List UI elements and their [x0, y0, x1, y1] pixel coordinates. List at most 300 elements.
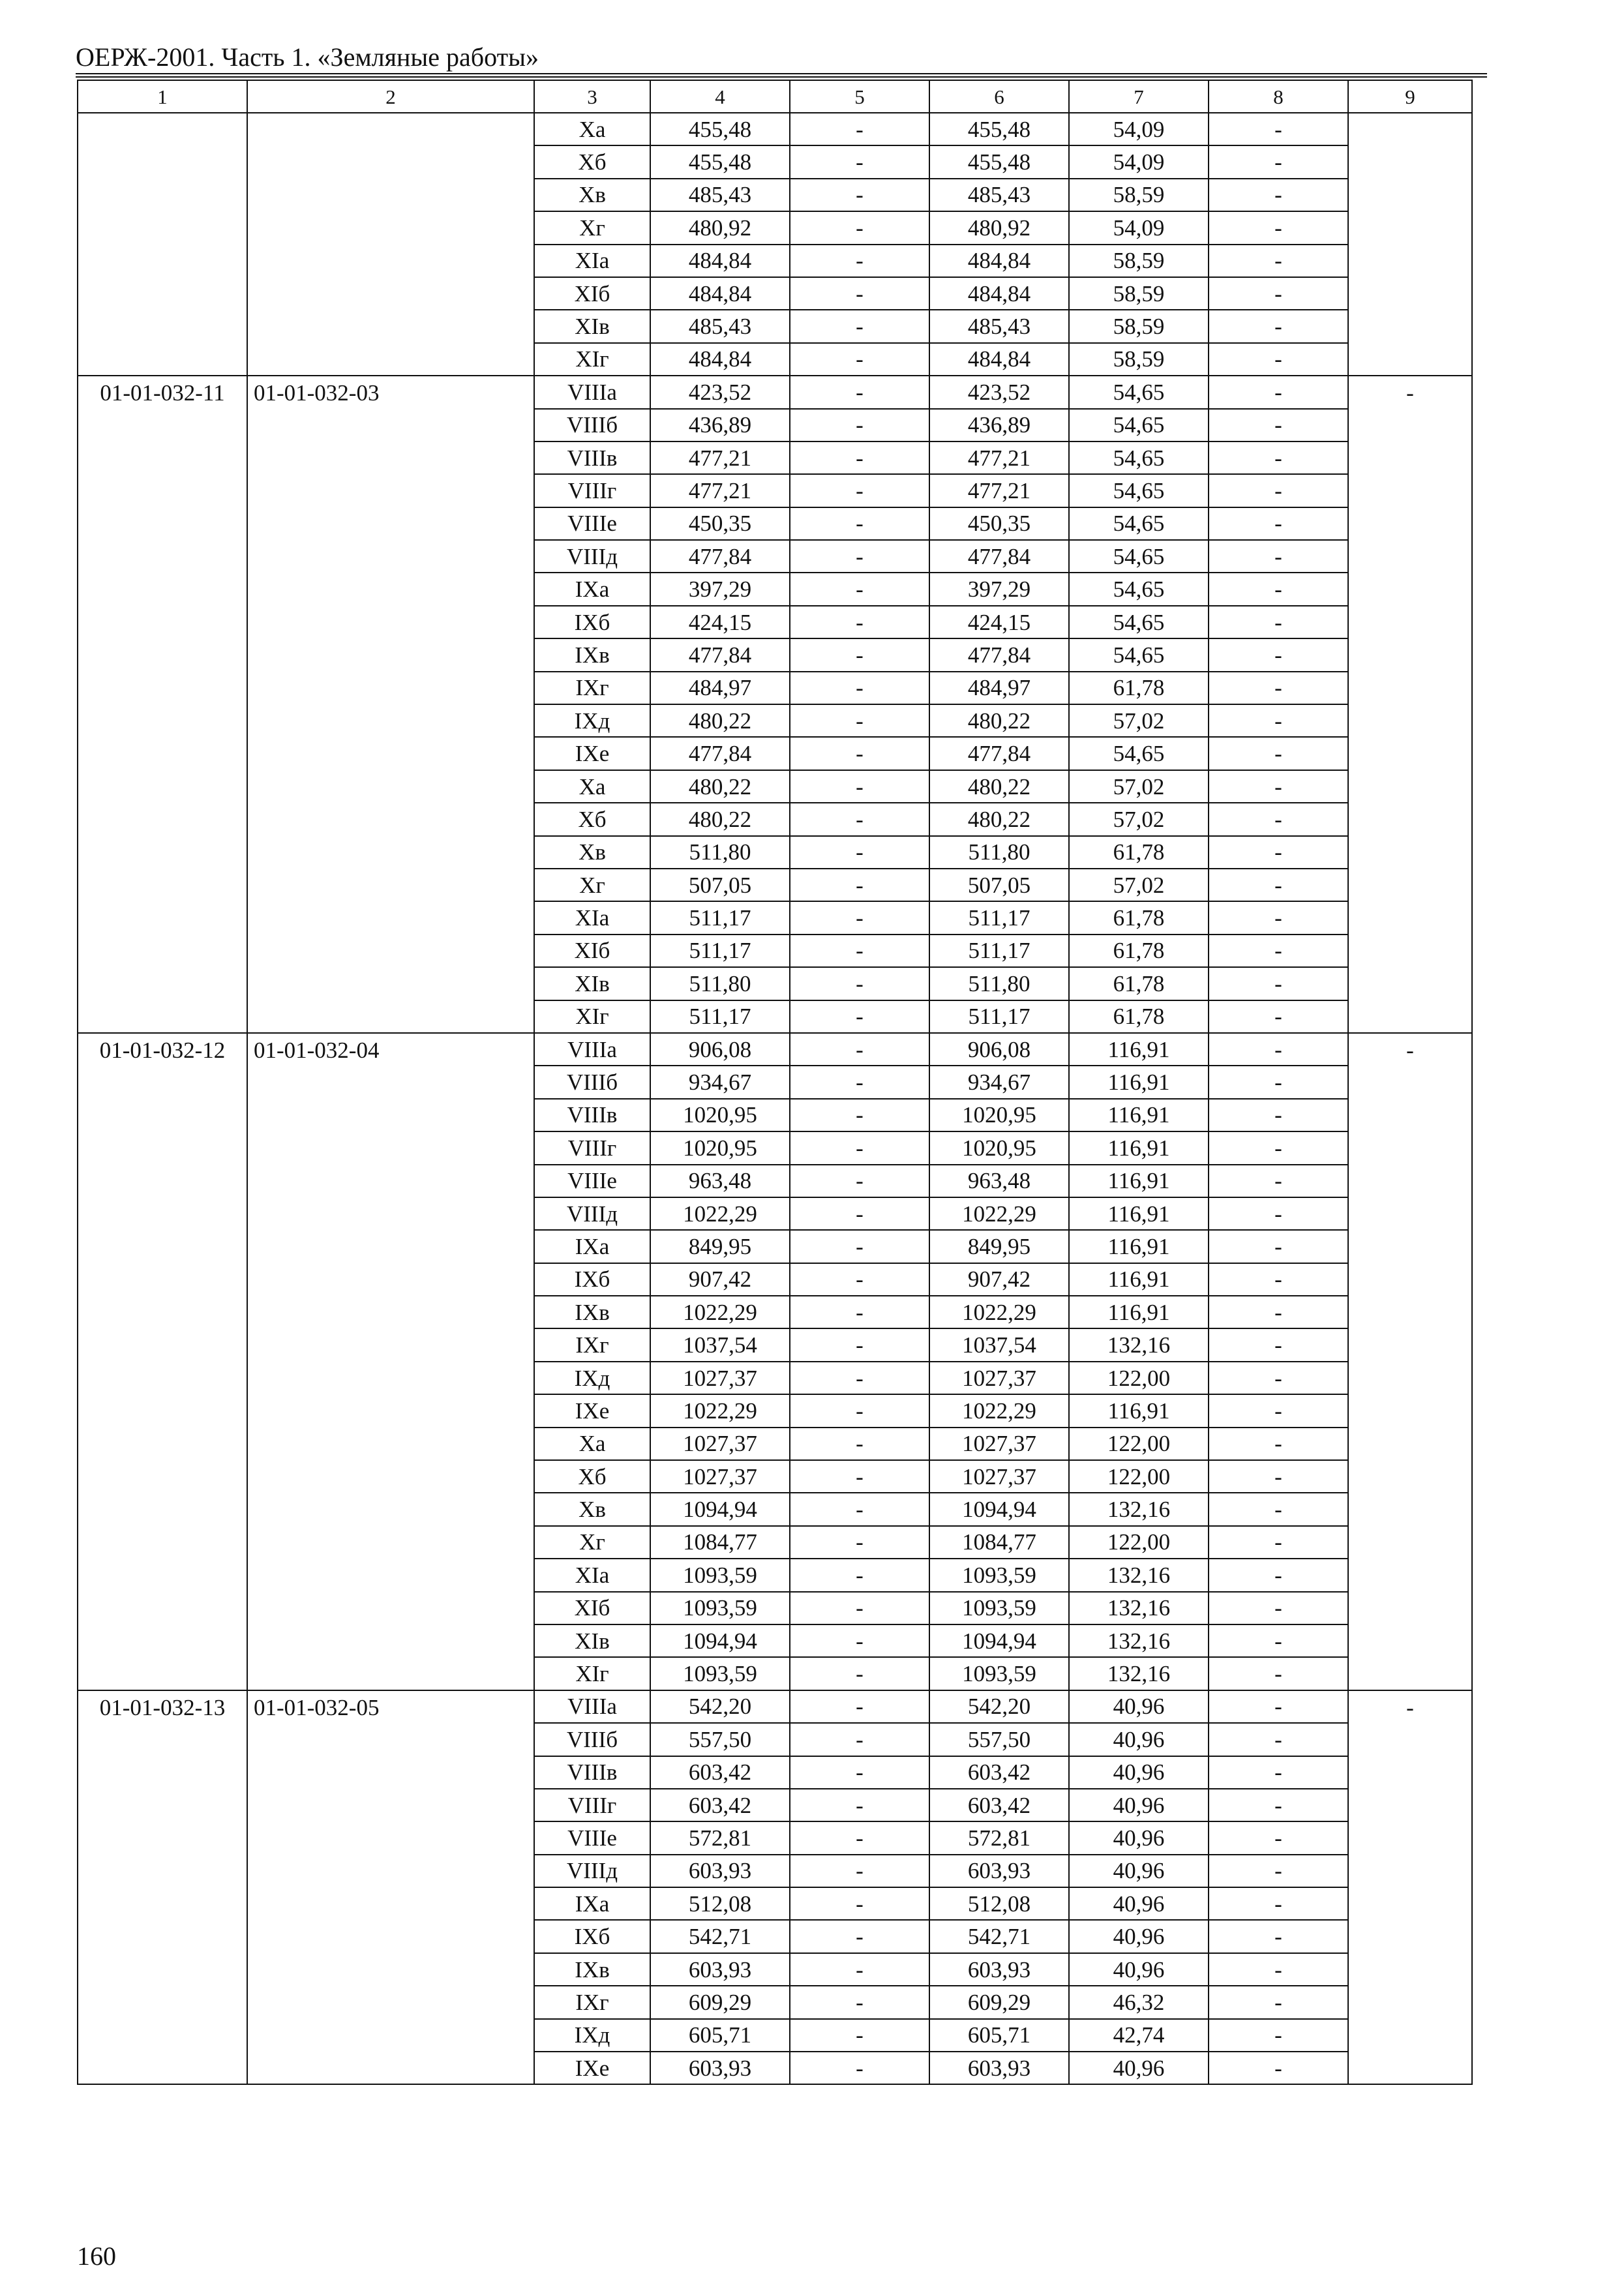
table-cell-col6: 450,35 — [929, 507, 1069, 540]
table-cell-col5: - — [790, 1328, 929, 1361]
rate-code-cell: 01-01-032-13 — [78, 1690, 247, 2085]
table-cell-col5: - — [790, 1953, 929, 1986]
table-cell-col6: 511,17 — [929, 1000, 1069, 1033]
table-cell-col4: 1027,37 — [650, 1460, 790, 1493]
table-cell-col7: 57,02 — [1069, 869, 1209, 901]
table-cell-col7: 58,59 — [1069, 343, 1209, 376]
table-cell-col7: 61,78 — [1069, 672, 1209, 704]
table-cell-col8: - — [1209, 1756, 1348, 1789]
table-cell-col7: 58,59 — [1069, 277, 1209, 310]
base-code-cell: 01-01-032-05 — [247, 1690, 534, 2085]
table-cell-col5: - — [790, 441, 929, 474]
table-cell-col5: - — [790, 1000, 929, 1033]
table-cell-col8: - — [1209, 343, 1348, 376]
table-cell-col8: - — [1209, 1296, 1348, 1328]
table-cell-col4: 485,43 — [650, 179, 790, 211]
table-cell-col5: - — [790, 474, 929, 507]
table-cell-subclass: VIIIа — [534, 1033, 650, 1066]
base-code-cell — [247, 113, 534, 376]
table-cell-subclass: VIIIд — [534, 540, 650, 573]
table-cell-col9: - — [1348, 1690, 1472, 2085]
table-cell-col6: 477,84 — [929, 737, 1069, 770]
table-cell-col5: - — [790, 1920, 929, 1952]
table-cell-subclass: XIа — [534, 901, 650, 934]
table-cell-subclass: XIб — [534, 935, 650, 967]
table-cell-col6: 603,93 — [929, 1953, 1069, 1986]
table-cell-col8: - — [1209, 704, 1348, 737]
table-cell-col8: - — [1209, 1230, 1348, 1263]
table-cell-col4: 963,48 — [650, 1165, 790, 1197]
table-cell-col6: 1022,29 — [929, 1197, 1069, 1230]
table-cell-col7: 61,78 — [1069, 836, 1209, 869]
rates-table-body — [78, 80, 1472, 2084]
table-cell-col8: - — [1209, 901, 1348, 934]
table-cell-col6: 1094,94 — [929, 1493, 1069, 1525]
table-cell-col5: - — [790, 1033, 929, 1066]
column-number: 7 — [1069, 80, 1209, 113]
table-cell-col5: - — [790, 1821, 929, 1854]
table-cell-col8: - — [1209, 836, 1348, 869]
table-cell-col6: 436,89 — [929, 409, 1069, 441]
table-cell-col8: - — [1209, 1428, 1348, 1460]
table-cell-col7: 54,65 — [1069, 474, 1209, 507]
table-cell-col5: - — [790, 1789, 929, 1821]
table-cell-col7: 57,02 — [1069, 770, 1209, 803]
table-cell-col5: - — [790, 1986, 929, 2018]
table-cell-col5: - — [790, 935, 929, 967]
table-cell-col8: - — [1209, 1362, 1348, 1394]
table-cell-col4: 542,71 — [650, 1920, 790, 1952]
table-row — [78, 113, 1472, 145]
table-cell-col6: 934,67 — [929, 1066, 1069, 1098]
table-cell-col6: 485,43 — [929, 310, 1069, 342]
table-cell-col4: 572,81 — [650, 1821, 790, 1854]
table-cell-col4: 450,35 — [650, 507, 790, 540]
table-cell-col5: - — [790, 1230, 929, 1263]
table-cell-col7: 58,59 — [1069, 179, 1209, 211]
table-cell-col6: 557,50 — [929, 1723, 1069, 1756]
table-cell-col6: 542,71 — [929, 1920, 1069, 1952]
table-cell-col5: - — [790, 573, 929, 605]
table-cell-col5: - — [790, 179, 929, 211]
rate-code-cell: 01-01-032-12 — [78, 1033, 247, 1690]
table-cell-col6: 603,42 — [929, 1756, 1069, 1789]
table-cell-col7: 57,02 — [1069, 704, 1209, 737]
page-number: 160 — [77, 2241, 116, 2271]
table-cell-col7: 116,91 — [1069, 1394, 1209, 1427]
table-cell-col4: 484,84 — [650, 343, 790, 376]
table-cell-subclass: Xа — [534, 113, 650, 145]
table-cell-subclass: IXв — [534, 1296, 650, 1328]
table-cell-col4: 849,95 — [650, 1230, 790, 1263]
table-cell-col5: - — [790, 376, 929, 408]
table-cell-col8: - — [1209, 967, 1348, 1000]
table-cell-col5: - — [790, 277, 929, 310]
table-cell-col8: - — [1209, 1493, 1348, 1525]
table-cell-col9 — [1348, 113, 1472, 376]
table-cell-col8: - — [1209, 1789, 1348, 1821]
table-cell-col4: 603,93 — [650, 2052, 790, 2084]
table-cell-col6: 609,29 — [929, 1986, 1069, 2018]
table-cell-col8: - — [1209, 474, 1348, 507]
table-cell-subclass: IXе — [534, 1394, 650, 1427]
table-cell-col4: 477,84 — [650, 540, 790, 573]
table-cell-col4: 511,17 — [650, 935, 790, 967]
table-cell-col5: - — [790, 1493, 929, 1525]
table-cell-col8: - — [1209, 672, 1348, 704]
table-cell-col8: - — [1209, 211, 1348, 244]
table-cell-col6: 1022,29 — [929, 1296, 1069, 1328]
table-cell-col8: - — [1209, 376, 1348, 408]
table-cell-col6: 603,93 — [929, 2052, 1069, 2084]
table-cell-col8: - — [1209, 638, 1348, 671]
table-cell-col6: 511,17 — [929, 935, 1069, 967]
table-cell-col7: 54,09 — [1069, 145, 1209, 178]
table-cell-col6: 507,05 — [929, 869, 1069, 901]
table-cell-col4: 512,08 — [650, 1887, 790, 1920]
table-cell-col6: 1020,95 — [929, 1131, 1069, 1164]
table-cell-col6: 1084,77 — [929, 1526, 1069, 1559]
table-cell-col4: 603,42 — [650, 1789, 790, 1821]
table-cell-subclass: VIIIг — [534, 1789, 650, 1821]
table-cell-col7: 122,00 — [1069, 1526, 1209, 1559]
table-cell-col6: 485,43 — [929, 179, 1069, 211]
table-cell-col5: - — [790, 1855, 929, 1887]
table-cell-col6: 907,42 — [929, 1263, 1069, 1296]
table-cell-col7: 54,65 — [1069, 441, 1209, 474]
table-cell-col4: 484,84 — [650, 277, 790, 310]
table-cell-col7: 54,09 — [1069, 113, 1209, 145]
table-cell-col5: - — [790, 1690, 929, 1723]
table-cell-col8: - — [1209, 573, 1348, 605]
table-cell-subclass: VIIIг — [534, 1131, 650, 1164]
table-cell-subclass: VIIIе — [534, 507, 650, 540]
table-cell-col7: 42,74 — [1069, 2019, 1209, 2052]
table-cell-col5: - — [790, 1624, 929, 1657]
table-cell-subclass: VIIIг — [534, 474, 650, 507]
table-cell-col6: 484,84 — [929, 245, 1069, 277]
column-number: 4 — [650, 80, 790, 113]
table-cell-col6: 484,84 — [929, 343, 1069, 376]
table-cell-col7: 54,65 — [1069, 409, 1209, 441]
table-cell-col4: 1022,29 — [650, 1394, 790, 1427]
table-cell-col7: 40,96 — [1069, 1723, 1209, 1756]
table-cell-col7: 132,16 — [1069, 1493, 1209, 1525]
table-cell-col8: - — [1209, 1821, 1348, 1854]
table-cell-col4: 511,17 — [650, 901, 790, 934]
table-cell-col6: 455,48 — [929, 145, 1069, 178]
table-cell-col4: 1093,59 — [650, 1559, 790, 1591]
table-cell-col4: 477,21 — [650, 474, 790, 507]
table-cell-col6: 512,08 — [929, 1887, 1069, 1920]
table-cell-col7: 40,96 — [1069, 1789, 1209, 1821]
table-cell-col5: - — [790, 672, 929, 704]
table-cell-col6: 484,97 — [929, 672, 1069, 704]
column-number: 2 — [247, 80, 534, 113]
table-cell-col8: - — [1209, 1657, 1348, 1690]
table-cell-col9: - — [1348, 1033, 1472, 1690]
table-cell-col8: - — [1209, 409, 1348, 441]
table-cell-col8: - — [1209, 1855, 1348, 1887]
table-cell-col6: 963,48 — [929, 1165, 1069, 1197]
table-cell-col5: - — [790, 1263, 929, 1296]
table-cell-col4: 1037,54 — [650, 1328, 790, 1361]
table-cell-col6: 1093,59 — [929, 1559, 1069, 1591]
table-cell-subclass: IXв — [534, 638, 650, 671]
table-cell-col6: 1093,59 — [929, 1657, 1069, 1690]
table-cell-col8: - — [1209, 179, 1348, 211]
table-cell-subclass: VIIIд — [534, 1197, 650, 1230]
table-cell-subclass: Xв — [534, 179, 650, 211]
table-cell-col4: 609,29 — [650, 1986, 790, 2018]
table-cell-col7: 40,96 — [1069, 1756, 1209, 1789]
table-cell-col6: 1093,59 — [929, 1592, 1069, 1624]
table-cell-col8: - — [1209, 935, 1348, 967]
table-cell-col8: - — [1209, 1526, 1348, 1559]
table-cell-col8: - — [1209, 113, 1348, 145]
column-number: 9 — [1348, 80, 1472, 113]
rates-table — [77, 80, 1473, 2085]
table-cell-subclass: IXе — [534, 737, 650, 770]
table-cell-col6: 477,84 — [929, 638, 1069, 671]
table-cell-subclass: IXд — [534, 704, 650, 737]
table-cell-col4: 934,67 — [650, 1066, 790, 1098]
table-cell-col8: - — [1209, 1263, 1348, 1296]
table-cell-subclass: VIIIд — [534, 1855, 650, 1887]
table-cell-col4: 480,22 — [650, 770, 790, 803]
table-cell-col7: 116,91 — [1069, 1197, 1209, 1230]
table-cell-col5: - — [790, 245, 929, 277]
table-cell-subclass: Xб — [534, 803, 650, 835]
table-cell-col5: - — [790, 1197, 929, 1230]
table-cell-col8: - — [1209, 1986, 1348, 2018]
table-row — [78, 1033, 1472, 1066]
table-cell-col5: - — [790, 836, 929, 869]
table-cell-col8: - — [1209, 1723, 1348, 1756]
table-cell-col5: - — [790, 1756, 929, 1789]
table-cell-col5: - — [790, 409, 929, 441]
table-cell-col5: - — [790, 1887, 929, 1920]
table-cell-col5: - — [790, 1526, 929, 1559]
table-cell-subclass: IXб — [534, 1263, 650, 1296]
table-cell-subclass: XIв — [534, 967, 650, 1000]
table-cell-col7: 40,96 — [1069, 1855, 1209, 1887]
table-cell-col6: 605,71 — [929, 2019, 1069, 2052]
rate-code-cell: 01-01-032-11 — [78, 376, 247, 1033]
table-cell-col8: - — [1209, 1887, 1348, 1920]
table-cell-col7: 40,96 — [1069, 2052, 1209, 2084]
table-cell-subclass: XIг — [534, 343, 650, 376]
table-cell-col7: 54,65 — [1069, 507, 1209, 540]
table-cell-col4: 907,42 — [650, 1263, 790, 1296]
table-cell-col8: - — [1209, 1165, 1348, 1197]
table-cell-col5: - — [790, 507, 929, 540]
table-cell-subclass: VIIIб — [534, 1066, 650, 1098]
column-number: 5 — [790, 80, 929, 113]
table-cell-col6: 484,84 — [929, 277, 1069, 310]
table-cell-col6: 397,29 — [929, 573, 1069, 605]
table-cell-subclass: XIа — [534, 245, 650, 277]
table-cell-col8: - — [1209, 803, 1348, 835]
table-cell-col7: 40,96 — [1069, 1821, 1209, 1854]
table-cell-col4: 603,42 — [650, 1756, 790, 1789]
table-cell-subclass: IXа — [534, 573, 650, 605]
table-cell-subclass: XIб — [534, 1592, 650, 1624]
table-cell-col5: - — [790, 211, 929, 244]
table-cell-subclass: XIа — [534, 1559, 650, 1591]
table-cell-col5: - — [790, 113, 929, 145]
table-cell-col7: 122,00 — [1069, 1428, 1209, 1460]
table-cell-col4: 1093,59 — [650, 1592, 790, 1624]
table-cell-col7: 61,78 — [1069, 967, 1209, 1000]
column-number: 8 — [1209, 80, 1348, 113]
table-cell-col5: - — [790, 901, 929, 934]
table-cell-col7: 58,59 — [1069, 310, 1209, 342]
table-cell-col5: - — [790, 1066, 929, 1098]
table-cell-col5: - — [790, 1657, 929, 1690]
table-cell-col7: 116,91 — [1069, 1165, 1209, 1197]
table-cell-col8: - — [1209, 2052, 1348, 2084]
table-cell-col8: - — [1209, 145, 1348, 178]
table-cell-col6: 477,21 — [929, 474, 1069, 507]
table-cell-subclass: VIIIе — [534, 1165, 650, 1197]
table-cell-col7: 132,16 — [1069, 1559, 1209, 1591]
table-cell-col6: 1094,94 — [929, 1624, 1069, 1657]
table-cell-col6: 480,22 — [929, 770, 1069, 803]
table-cell-col7: 61,78 — [1069, 935, 1209, 967]
table-cell-col7: 54,65 — [1069, 606, 1209, 638]
table-cell-col6: 511,80 — [929, 967, 1069, 1000]
table-cell-col6: 480,92 — [929, 211, 1069, 244]
table-cell-col5: - — [790, 2052, 929, 2084]
table-cell-col5: - — [790, 1559, 929, 1591]
table-cell-col6: 906,08 — [929, 1033, 1069, 1066]
table-cell-col5: - — [790, 145, 929, 178]
table-cell-col5: - — [790, 803, 929, 835]
table-cell-col5: - — [790, 1394, 929, 1427]
table-cell-subclass: IXд — [534, 1362, 650, 1394]
table-cell-col8: - — [1209, 1066, 1348, 1098]
table-cell-col6: 424,15 — [929, 606, 1069, 638]
table-cell-col8: - — [1209, 770, 1348, 803]
table-cell-col5: - — [790, 310, 929, 342]
header-double-rule — [76, 73, 1487, 78]
table-cell-col7: 40,96 — [1069, 1953, 1209, 1986]
table-cell-col5: - — [790, 1296, 929, 1328]
table-cell-col8: - — [1209, 245, 1348, 277]
table-cell-col4: 1022,29 — [650, 1197, 790, 1230]
table-cell-col5: - — [790, 1131, 929, 1164]
column-number: 3 — [534, 80, 650, 113]
table-cell-subclass: VIIIв — [534, 1099, 650, 1131]
table-cell-col5: - — [790, 770, 929, 803]
table-cell-col8: - — [1209, 1328, 1348, 1361]
column-number: 6 — [929, 80, 1069, 113]
table-cell-col5: - — [790, 1362, 929, 1394]
table-cell-col6: 542,20 — [929, 1690, 1069, 1723]
table-cell-col8: - — [1209, 441, 1348, 474]
table-cell-col4: 542,20 — [650, 1690, 790, 1723]
table-cell-col5: - — [790, 606, 929, 638]
table-cell-col4: 423,52 — [650, 376, 790, 408]
table-cell-col7: 132,16 — [1069, 1624, 1209, 1657]
table-cell-col8: - — [1209, 737, 1348, 770]
table-cell-col4: 511,17 — [650, 1000, 790, 1033]
table-cell-col6: 455,48 — [929, 113, 1069, 145]
table-cell-col8: - — [1209, 2019, 1348, 2052]
table-cell-subclass: IXб — [534, 1920, 650, 1952]
table-cell-col5: - — [790, 1099, 929, 1131]
table-cell-subclass: VIIIе — [534, 1821, 650, 1854]
table-cell-col6: 1027,37 — [929, 1428, 1069, 1460]
table-cell-col7: 40,96 — [1069, 1690, 1209, 1723]
table-cell-col8: - — [1209, 1000, 1348, 1033]
page-header-title: ОЕРЖ-2001. Часть 1. «Земляные работы» — [76, 42, 539, 72]
table-cell-col8: - — [1209, 1460, 1348, 1493]
table-cell-col7: 58,59 — [1069, 245, 1209, 277]
table-cell-col8: - — [1209, 1131, 1348, 1164]
table-cell-col7: 116,91 — [1069, 1230, 1209, 1263]
table-cell-col7: 116,91 — [1069, 1066, 1209, 1098]
table-cell-col7: 132,16 — [1069, 1657, 1209, 1690]
table-cell-subclass: IXг — [534, 1986, 650, 2018]
table-cell-subclass: Xб — [534, 145, 650, 178]
table-cell-col6: 1027,37 — [929, 1460, 1069, 1493]
table-row — [78, 376, 1472, 408]
table-cell-subclass: Xв — [534, 836, 650, 869]
table-cell-col6: 511,80 — [929, 836, 1069, 869]
table-cell-col7: 122,00 — [1069, 1362, 1209, 1394]
table-cell-col8: - — [1209, 277, 1348, 310]
table-cell-col6: 849,95 — [929, 1230, 1069, 1263]
table-cell-col4: 1027,37 — [650, 1428, 790, 1460]
table-cell-col4: 603,93 — [650, 1855, 790, 1887]
table-cell-col7: 116,91 — [1069, 1296, 1209, 1328]
table-cell-subclass: IXд — [534, 2019, 650, 2052]
table-cell-col8: - — [1209, 1559, 1348, 1591]
table-cell-col6: 603,93 — [929, 1855, 1069, 1887]
table-cell-subclass: XIб — [534, 277, 650, 310]
table-cell-col7: 54,65 — [1069, 540, 1209, 573]
table-cell-col7: 122,00 — [1069, 1460, 1209, 1493]
table-cell-col5: - — [790, 540, 929, 573]
table-cell-col4: 1094,94 — [650, 1624, 790, 1657]
table-cell-subclass: Xа — [534, 1428, 650, 1460]
table-cell-subclass: VIIIа — [534, 1690, 650, 1723]
table-cell-col6: 477,84 — [929, 540, 1069, 573]
table-cell-subclass: XIв — [534, 310, 650, 342]
table-cell-col8: - — [1209, 1920, 1348, 1952]
table-cell-subclass: IXа — [534, 1887, 650, 1920]
table-cell-col7: 116,91 — [1069, 1099, 1209, 1131]
table-cell-col4: 485,43 — [650, 310, 790, 342]
table-cell-col7: 61,78 — [1069, 901, 1209, 934]
table-cell-col5: - — [790, 967, 929, 1000]
column-number-row — [78, 80, 1472, 113]
table-cell-col8: - — [1209, 310, 1348, 342]
table-cell-col4: 480,22 — [650, 704, 790, 737]
table-cell-col7: 116,91 — [1069, 1263, 1209, 1296]
table-cell-col6: 1027,37 — [929, 1362, 1069, 1394]
table-cell-col8: - — [1209, 1394, 1348, 1427]
table-cell-col4: 1022,29 — [650, 1296, 790, 1328]
table-cell-col4: 397,29 — [650, 573, 790, 605]
table-cell-col4: 477,84 — [650, 638, 790, 671]
table-cell-col5: - — [790, 1723, 929, 1756]
table-cell-col7: 54,65 — [1069, 737, 1209, 770]
table-cell-col4: 477,21 — [650, 441, 790, 474]
table-cell-col7: 54,65 — [1069, 638, 1209, 671]
